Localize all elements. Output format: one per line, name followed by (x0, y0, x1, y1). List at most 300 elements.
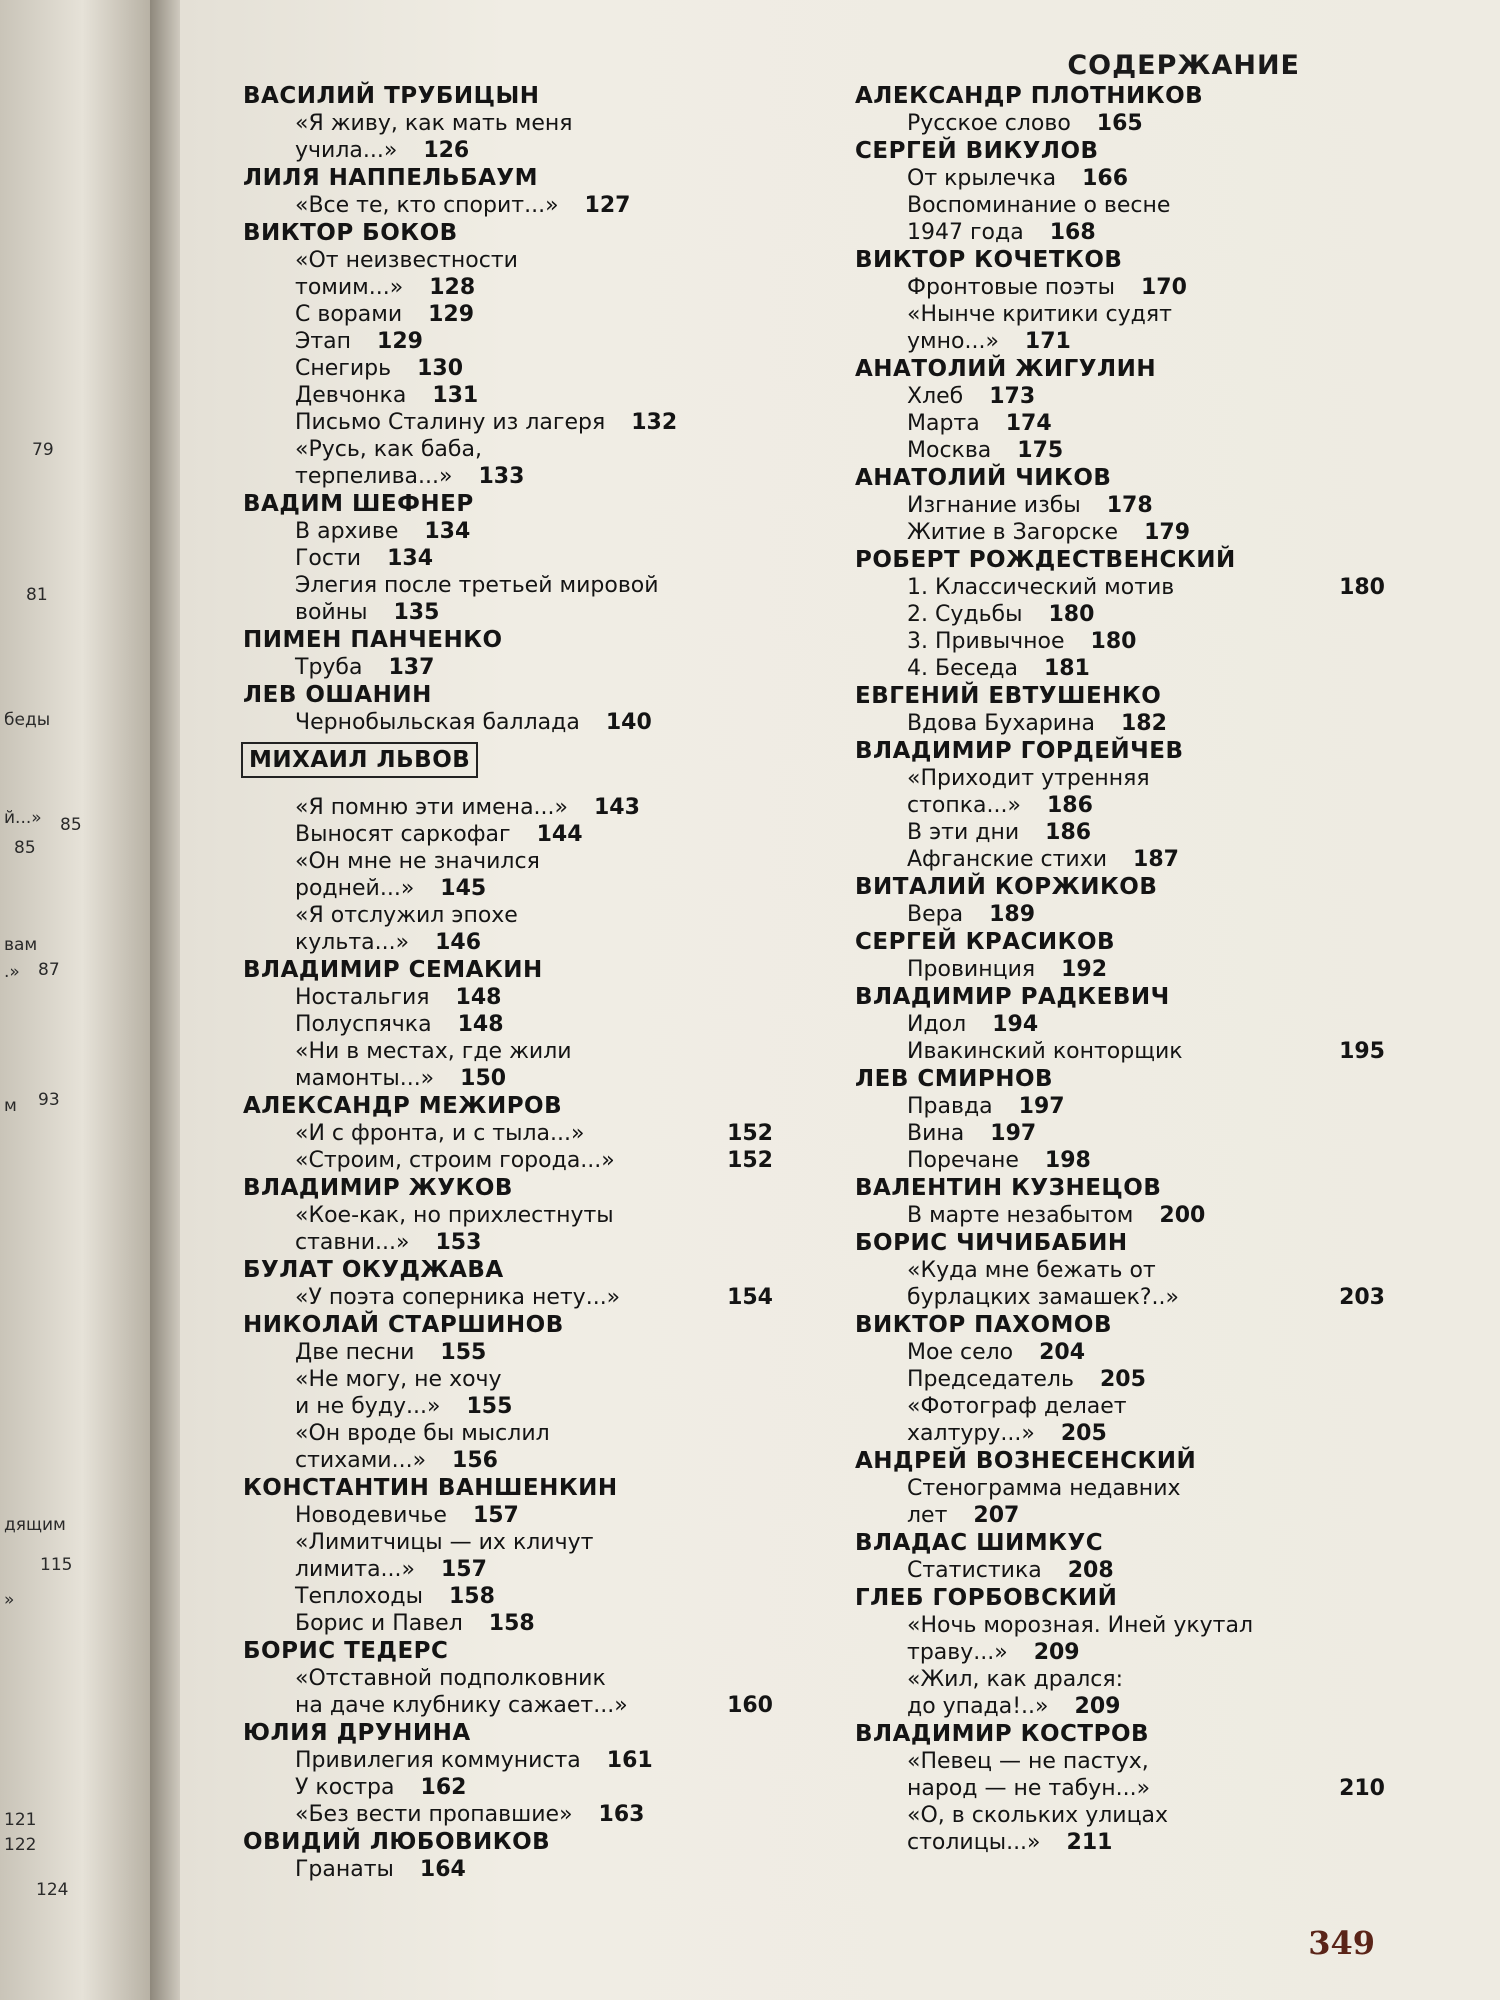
poem-page-number: 158 (448, 1584, 495, 1609)
poem-entry (243, 110, 863, 164)
poem-page-number: 156 (452, 1448, 498, 1473)
poem-entry (855, 628, 1475, 655)
poem-entry (243, 1801, 863, 1828)
poem-title: С ворами (295, 302, 403, 327)
facing-page-fragment: .» (4, 962, 20, 982)
poem-title: «О, в скольких улицах столицы...» (907, 1803, 1169, 1855)
facing-page-fragment: 93 (38, 1090, 60, 1110)
author-entry (855, 928, 1475, 983)
author-name: ВЛАДИМИР ГОРДЕЙЧЕВ (855, 738, 1184, 764)
poem-title: Чернобыльская баллада (295, 710, 580, 735)
poem-page-number: 162 (420, 1775, 467, 1800)
poem-page-number: 143 (594, 795, 640, 820)
author-entry (855, 983, 1475, 1065)
author-name: ВЛАДАС ШИМКУС (855, 1530, 1104, 1556)
author-entry (855, 464, 1475, 546)
poem-page-number: 137 (388, 655, 435, 680)
poem-page-number: 209 (1033, 1640, 1080, 1665)
author-name: ВИТАЛИЙ КОРЖИКОВ (855, 874, 1158, 900)
poem-title: В марте незабытом (907, 1203, 1134, 1228)
poem-entry (855, 1666, 1475, 1720)
poem-page-number: 195 (1339, 1039, 1385, 1064)
poem-page-number: 152 (727, 1121, 773, 1146)
author-entry (855, 1720, 1475, 1856)
author-entry (855, 246, 1475, 355)
poem-title: 3. Привычное (907, 629, 1065, 654)
poem-page-number: 146 (435, 930, 482, 955)
poem-entry (243, 247, 863, 301)
author-name: КОНСТАНТИН ВАНШЕНКИН (243, 1475, 618, 1501)
facing-page-fragment: 124 (36, 1880, 69, 1900)
poem-title: Теплоходы (295, 1584, 423, 1609)
contents-column-right (855, 82, 1475, 1856)
poem-page-number: 208 (1067, 1558, 1114, 1583)
poem-title: Председатель (907, 1367, 1074, 1392)
poem-page-number: 134 (424, 519, 471, 544)
poem-page-number: 126 (423, 138, 470, 163)
facing-page-fragment: 122 (4, 1835, 37, 1855)
poem-title: «Строим, строим города...» (295, 1148, 615, 1173)
author-entry (243, 164, 863, 219)
poem-title: Мое село (907, 1340, 1014, 1365)
poem-title: Ностальгия (295, 985, 430, 1010)
poem-title: В архиве (295, 519, 399, 544)
facing-page-fragment: беды (4, 710, 51, 730)
poem-page-number: 160 (727, 1693, 773, 1718)
poem-page-number: 211 (1066, 1830, 1113, 1855)
author-entry (855, 355, 1475, 464)
contents-page (180, 0, 1500, 2000)
author-entry (855, 1065, 1475, 1174)
facing-page-fragment: » (4, 1590, 15, 1610)
poem-page-number: 186 (1046, 793, 1093, 818)
facing-page-fragment: 121 (4, 1810, 37, 1830)
poem-entry (855, 165, 1475, 192)
poem-title: «Я отслужил эпохе культа...» (295, 903, 518, 955)
author-name: ВЛАДИМИР ЖУКОВ (243, 1175, 513, 1201)
facing-page-fragment: вам (4, 935, 38, 955)
poem-title: «И с фронта, и с тыла...» (295, 1121, 585, 1146)
poem-title: «Без вести пропавшие» (295, 1802, 573, 1827)
author-entry (243, 82, 863, 164)
author-entry (243, 1092, 863, 1174)
poem-page-number: 197 (1018, 1094, 1065, 1119)
poem-title: Привилегия коммуниста (295, 1748, 581, 1773)
poem-title: «Ночь морозная. Иней укутал траву...» (907, 1613, 1254, 1665)
poem-entry (243, 709, 863, 736)
author-name: АНАТОЛИЙ ЖИГУЛИН (855, 356, 1157, 382)
poem-entry (855, 1339, 1475, 1366)
poem-page-number: 180 (1339, 575, 1385, 600)
poem-title: 2. Судьбы (907, 602, 1023, 627)
poem-entry (855, 1147, 1475, 1174)
poem-entry (243, 545, 863, 572)
author-entry (855, 546, 1475, 682)
poem-entry (855, 1366, 1475, 1393)
author-entry (243, 1719, 863, 1828)
poem-entry (243, 1665, 863, 1719)
poem-page-number: 127 (584, 193, 631, 218)
poem-title: «У поэта соперника нету...» (295, 1285, 621, 1310)
poem-page-number: 178 (1106, 493, 1153, 518)
poem-title: Гости (295, 546, 362, 571)
poem-title: Поречане (907, 1148, 1019, 1173)
poem-title: Вера (907, 902, 964, 927)
poem-entry (855, 519, 1475, 546)
poem-title: «Куда мне бежать от бурлацких замашек?..» (907, 1258, 1180, 1310)
poem-title: У костра (295, 1775, 395, 1800)
page-number: 349 (1308, 1924, 1375, 1962)
poem-page-number: 155 (440, 1340, 487, 1365)
poem-entry (243, 301, 863, 328)
poem-page-number: 157 (472, 1503, 519, 1528)
author-name: ЕВГЕНИЙ ЕВТУШЕНКО (855, 683, 1162, 709)
poem-title: «Все те, кто спорит...» (295, 193, 559, 218)
poem-page-number: 161 (606, 1748, 653, 1773)
author-entry (855, 1311, 1475, 1447)
author-name: ВАЛЕНТИН КУЗНЕЦОВ (855, 1175, 1162, 1201)
poem-title: Письмо Сталину из лагеря (295, 410, 606, 435)
author-entry (243, 681, 863, 736)
poem-entry (855, 410, 1475, 437)
poem-entry (243, 1583, 863, 1610)
poem-page-number: 148 (457, 1012, 504, 1037)
author-name: ГЛЕБ ГОРБОВСКИЙ (855, 1585, 1118, 1611)
poem-page-number: 131 (432, 383, 479, 408)
poem-entry (243, 1366, 863, 1420)
author-entry (243, 736, 863, 956)
author-name: ОВИДИЙ ЛЮБОВИКОВ (243, 1829, 551, 1855)
poem-page-number: 130 (417, 356, 464, 381)
poem-entry (855, 901, 1475, 928)
poem-entry (855, 655, 1475, 682)
poem-entry (243, 1339, 863, 1366)
author-entry (855, 682, 1475, 737)
author-entry (855, 1447, 1475, 1529)
author-entry (243, 219, 863, 490)
poem-entry (855, 819, 1475, 846)
author-name: ВЛАДИМИР РАДКЕВИЧ (855, 984, 1170, 1010)
poem-title: Труба (295, 655, 363, 680)
poem-entry (243, 409, 863, 436)
poem-entry (855, 274, 1475, 301)
author-name: ЛЕВ СМИРНОВ (855, 1066, 1054, 1092)
poem-title: Полуспячка (295, 1012, 432, 1037)
poem-title: Идол (907, 1012, 967, 1037)
poem-title: «Я помню эти имена...» (295, 795, 568, 820)
author-name: СЕРГЕЙ КРАСИКОВ (855, 929, 1116, 955)
poem-entry (855, 110, 1475, 137)
poem-page-number: 203 (1339, 1285, 1385, 1310)
poem-title: «Он мне не значился родней...» (295, 849, 540, 901)
author-entry (243, 626, 863, 681)
poem-title: Ивакинский конторщик (907, 1039, 1183, 1064)
author-entry (243, 1828, 863, 1883)
poem-page-number: 153 (435, 1230, 482, 1255)
poem-title: «Кое-как, но прихлестнуты ставни...» (295, 1203, 614, 1255)
poem-title: «Лимитчицы — их кличут лимита...» (295, 1530, 594, 1582)
poem-entry (243, 848, 863, 902)
poem-title: Вдова Бухарина (907, 711, 1095, 736)
author-name: АЛЕКСАНДР ПЛОТНИКОВ (855, 83, 1204, 109)
poem-entry (855, 765, 1475, 819)
poem-title: Выносят саркофаг (295, 822, 511, 847)
poem-title: Статистика (907, 1558, 1042, 1583)
poem-title: «Отставной подполковник на даче клубнику сажает...» (295, 1666, 628, 1718)
author-name: ВИКТОР ПАХОМОВ (855, 1312, 1112, 1338)
author-name: ВАДИМ ШЕФНЕР (243, 491, 474, 517)
author-name: ВИКТОР КОЧЕТКОВ (855, 247, 1123, 273)
author-name: НИКОЛАЙ СТАРШИНОВ (243, 1312, 564, 1338)
author-name: ВЛАДИМИР СЕМАКИН (243, 957, 543, 983)
author-name: БОРИС ЧИЧИБАБИН (855, 1230, 1128, 1256)
author-entry (243, 1637, 863, 1719)
poem-entry (243, 1120, 863, 1147)
author-name: МИХАИЛ ЛЬВОВ (241, 742, 478, 778)
poem-page-number: 207 (973, 1503, 1020, 1528)
poem-entry (243, 1202, 863, 1256)
poem-page-number: 165 (1096, 111, 1143, 136)
author-name: ВИКТОР БОКОВ (243, 220, 458, 246)
author-name: СЕРГЕЙ ВИКУЛОВ (855, 138, 1099, 164)
author-name: АНАТОЛИЙ ЧИКОВ (855, 465, 1112, 491)
author-entry (243, 956, 863, 1092)
poem-entry (855, 956, 1475, 983)
poem-entry (243, 1774, 863, 1801)
poem-entry (243, 436, 863, 490)
facing-page-fragment: м (4, 1096, 17, 1116)
poem-entry (855, 383, 1475, 410)
poem-entry (855, 492, 1475, 519)
poem-page-number: 171 (1024, 329, 1071, 354)
poem-page-number: 144 (536, 822, 583, 847)
author-entry (855, 137, 1475, 246)
author-name: ВАСИЛИЙ ТРУБИЦЫН (243, 83, 540, 109)
poem-entry (243, 192, 863, 219)
poem-title: Русское слово (907, 111, 1071, 136)
poem-entry (243, 1856, 863, 1883)
poem-title: «Певец — не пастух, народ — не табун...» (907, 1749, 1151, 1801)
poem-title: Житие в Загорске (907, 520, 1119, 545)
poem-entry (243, 355, 863, 382)
poem-title: «Жил, как дрался: до упада!..» (907, 1667, 1124, 1719)
poem-entry (855, 710, 1475, 737)
poem-entry (243, 1011, 863, 1038)
poem-title: «Русь, как баба, терпелива...» (295, 437, 482, 489)
poem-title: Воспоминание о весне 1947 года (907, 193, 1171, 245)
poem-page-number: 181 (1043, 656, 1090, 681)
book-spine (150, 0, 180, 2000)
poem-page-number: 134 (387, 546, 434, 571)
poem-entry (243, 1420, 863, 1474)
poem-entry (855, 301, 1475, 355)
author-entry (855, 1529, 1475, 1584)
poem-page-number: 140 (605, 710, 652, 735)
poem-page-number: 164 (419, 1857, 466, 1882)
poem-page-number: 205 (1099, 1367, 1146, 1392)
poem-title: Москва (907, 438, 992, 463)
poem-title: Хлеб (907, 384, 964, 409)
poem-title: Афганские стихи (907, 847, 1108, 872)
poem-page-number: 180 (1090, 629, 1137, 654)
poem-entry (855, 1257, 1475, 1311)
poem-page-number: 192 (1061, 957, 1108, 982)
poem-page-number: 135 (393, 600, 440, 625)
author-entry (855, 82, 1475, 137)
poem-page-number: 210 (1339, 1776, 1385, 1801)
poem-entry (855, 1038, 1475, 1065)
poem-page-number: 157 (441, 1557, 487, 1582)
facing-page-fragment: 115 (40, 1555, 73, 1575)
poem-page-number: 168 (1049, 220, 1096, 245)
poem-entry (855, 1093, 1475, 1120)
facing-page-fragment: й...» (4, 808, 42, 828)
poem-page-number: 170 (1141, 275, 1187, 300)
author-name: БОРИС ТЕДЕРС (243, 1638, 449, 1664)
author-name: ЮЛИЯ ДРУНИНА (243, 1720, 471, 1746)
poem-page-number: 129 (377, 329, 423, 354)
facing-page-fragment: 85 (14, 838, 36, 858)
poem-entry (243, 1284, 863, 1311)
author-name: ЛЕВ ОШАНИН (243, 682, 432, 708)
poem-entry (855, 1748, 1475, 1802)
poem-page-number: 132 (631, 410, 678, 435)
facing-page-fragment: 87 (38, 960, 60, 980)
poem-page-number: 166 (1082, 166, 1129, 191)
poem-title: Новодевичье (295, 1503, 447, 1528)
poem-entry (243, 382, 863, 409)
author-name: АЛЕКСАНДР МЕЖИРОВ (243, 1093, 563, 1119)
poem-entry (855, 437, 1475, 464)
poem-page-number: 189 (989, 902, 1036, 927)
poem-entry (243, 654, 863, 681)
poem-page-number: 175 (1017, 438, 1064, 463)
poem-title: «Не могу, не хочу и не буду...» (295, 1367, 502, 1419)
poem-title: 1. Классический мотив (907, 575, 1175, 600)
author-entry (855, 1229, 1475, 1311)
poem-entry (243, 984, 863, 1011)
poem-title: «Фотограф делает халтуру...» (907, 1394, 1127, 1446)
poem-title: Вина (907, 1121, 965, 1146)
poem-title: Этап (295, 329, 352, 354)
poem-page-number: 200 (1159, 1203, 1206, 1228)
poem-entry (855, 1612, 1475, 1666)
poem-page-number: 180 (1048, 602, 1095, 627)
facing-page-fragment: 79 (32, 440, 54, 460)
poem-entry (243, 1147, 863, 1174)
poem-page-number: 174 (1005, 411, 1052, 436)
poem-title: «Приходит утренняя стопка...» (907, 766, 1150, 818)
poem-title: Марта (907, 411, 980, 436)
poem-entry (855, 846, 1475, 873)
poem-title: Правда (907, 1094, 993, 1119)
poem-entry (855, 574, 1475, 601)
poem-page-number: 209 (1074, 1694, 1121, 1719)
poem-page-number: 150 (460, 1066, 507, 1091)
author-entry (855, 873, 1475, 928)
author-entry (243, 1256, 863, 1311)
poem-entry (243, 1038, 863, 1092)
poem-page-number: 128 (429, 275, 476, 300)
poem-page-number: 158 (488, 1611, 535, 1636)
poem-entry (243, 328, 863, 355)
poem-title: «Он вроде бы мыслил стихами...» (295, 1421, 550, 1473)
poem-title: Гранаты (295, 1857, 394, 1882)
poem-entry (855, 1557, 1475, 1584)
poem-page-number: 163 (598, 1802, 645, 1827)
author-entry (243, 1311, 863, 1474)
poem-title: 4. Беседа (907, 656, 1018, 681)
poem-page-number: 205 (1060, 1421, 1107, 1446)
poem-page-number: 204 (1039, 1340, 1086, 1365)
poem-entry (855, 1011, 1475, 1038)
author-entry (243, 1174, 863, 1256)
poem-title: Снегирь (295, 356, 392, 381)
poem-title: Борис и Павел (295, 1611, 463, 1636)
poem-entry (855, 1802, 1475, 1856)
poem-entry (855, 1120, 1475, 1147)
poem-page-number: 173 (989, 384, 1036, 409)
poem-title: От крылечка (907, 166, 1057, 191)
poem-title: В эти дни (907, 820, 1020, 845)
author-name: РОБЕРТ РОЖДЕСТВЕНСКИЙ (855, 547, 1236, 573)
facing-page-edge (0, 0, 150, 2000)
facing-page-fragment: дящим (4, 1515, 66, 1535)
poem-entry (243, 518, 863, 545)
author-name: АНДРЕЙ ВОЗНЕСЕНСКИЙ (855, 1448, 1197, 1474)
poem-title: Стенограмма недавних лет (907, 1476, 1181, 1528)
contents-column-left (243, 82, 863, 1883)
poem-entry (243, 794, 863, 821)
poem-entry (243, 902, 863, 956)
author-entry (243, 1474, 863, 1637)
poem-page-number: 194 (992, 1012, 1039, 1037)
facing-page-fragment: 81 (26, 585, 48, 605)
poem-page-number: 198 (1044, 1148, 1091, 1173)
author-entry (855, 737, 1475, 873)
poem-entry (243, 1529, 863, 1583)
poem-page-number: 148 (455, 985, 502, 1010)
poem-page-number: 186 (1045, 820, 1092, 845)
poem-title: «От неизвестности томим...» (295, 248, 518, 300)
author-name: ЛИЛЯ НАППЕЛЬБАУМ (243, 165, 539, 191)
poem-entry (243, 1502, 863, 1529)
poem-page-number: 179 (1144, 520, 1191, 545)
poem-page-number: 129 (428, 302, 475, 327)
poem-title: Две песни (295, 1340, 415, 1365)
poem-entry (855, 1202, 1475, 1229)
poem-page-number: 133 (478, 464, 525, 489)
poem-entry (243, 572, 863, 626)
author-entry (855, 1174, 1475, 1229)
poem-title: «Нынче критики судят умно...» (907, 302, 1172, 354)
poem-entry (243, 1747, 863, 1774)
author-entry (855, 1584, 1475, 1720)
poem-page-number: 197 (990, 1121, 1037, 1146)
poem-entry (855, 1393, 1475, 1447)
poem-page-number: 145 (440, 876, 487, 901)
poem-page-number: 187 (1133, 847, 1179, 872)
poem-entry (243, 1610, 863, 1637)
poem-title: Изгнание избы (907, 493, 1081, 518)
poem-title: Фронтовые поэты (907, 275, 1115, 300)
poem-page-number: 154 (727, 1285, 773, 1310)
poem-title: «Я живу, как мать меня учила...» (295, 111, 573, 163)
facing-page-fragment: 85 (60, 815, 82, 835)
poem-page-number: 155 (466, 1394, 513, 1419)
poem-title: Элегия после третьей мировой войны (295, 573, 659, 625)
author-name: БУЛАТ ОКУДЖАВА (243, 1257, 504, 1283)
